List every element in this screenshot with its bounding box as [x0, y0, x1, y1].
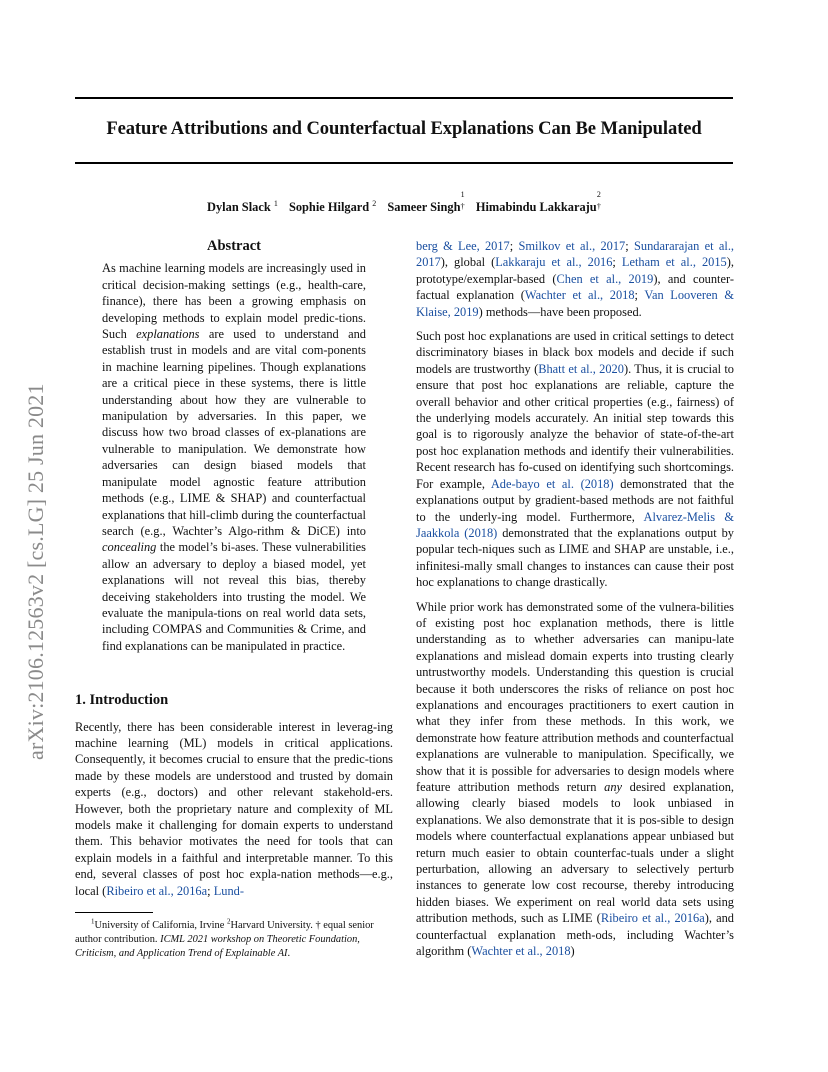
author: Dylan Slack $^1$ — [207, 198, 278, 214]
body-paragraph: While prior work has demonstrated some of the vulnera-bilities of existing post hoc explanation methods, there is little understanding as to whether adversaries can manipu-late explanations and mislead domain experts into trusting clearly untrustworthy models. Understanding this question is crucial because it both underscores the risks of reliance on post hoc explanations and encourages practitioners to exert caution in what they infer from these methods. In this work, we demonstrate how feature attribution methods and counterfactual explanations are vulnerable to manipulation. Specifically, we show that it is possible for adversaries to design models where feature attribution methods return any desired explanation, allowing clearly biased models to look unbiased in explanations. We also demonstrate that it is pos-sible to design models where counterfactual explanations appear unbiased but return much easier to obtain counterfac-tuals under a slight perturbation, allowing an adversary to selectively perturb instances to generate low cost recourse, thereby introducing hidden biases. We experiment on real world data sets using attribution methods, such as LIME (Ribeiro et al., 2016a), and counterfactual explanation meth-ods, including Wachter’s algorithm (Wachter et al., 2018) — [416, 599, 734, 959]
arxiv-identifier: arXiv:2106.12563v2 [cs.LG] 25 Jun 2021 — [23, 383, 48, 760]
citation-link[interactable]: Alvarez-Melis & Jaakkola (2018) — [416, 509, 734, 540]
abstract-heading: Abstract — [207, 238, 261, 254]
body-paragraph: berg & Lee, 2017; Smilkov et al., 2017; Sundararajan et al., 2017), global (Lakkaraju et al., 2016; Letham et al., 2015), prototype/exemplar-based (Chen et al., 2019), and counter-factual explanation (Wachter et al., 2018; Van Looveren & Klaise, 2019) methods—have been proposed. — [416, 239, 735, 319]
author: Himabindu Lakkaraju$^2$ † — [475, 190, 601, 214]
citation-link[interactable]: Chen et al., 2019 — [556, 271, 654, 286]
citation-link[interactable]: Smilkov et al., 2017 — [518, 239, 626, 253]
intro-paragraph: Recently, there has been considerable interest in leverag-ing machine learning (ML) models in critical applications. Consequently, it becomes crucial to ensure that the predic-tions made by these models are understood and trusted by domain experts (e.g., doctors) and other relevant stakehold-ers. However, both the proprietary nature and complexity of ML models make it challenging for domain experts to understand them. This behavior motivates the need for tools that can explain models in a faithful and interpretable manner. To this end, several classes of post hoc expla-nation methods—e.g., local (Ribeiro et al., 2016a; Lund- — [75, 719, 393, 898]
citation-link[interactable]: Lund- — [213, 883, 244, 898]
abstract-text: As machine learning models are increasingly used in critical decision-making settings (e.g., health-care, finance), there has been a growing emphasis on developing methods to explain model predic-tions. Such explanations are used to understand and establish trust in models and are vital com-ponents in machine learning pipelines. Though explanations are a critical piece in these systems, there is little understanding about how they are vulnerable to manipulation by adversaries. In this paper, we discuss how two broad classes of ex-planations are vulnerable to manipulation. We demonstrate how adversaries can design biased models that manipulate model agnostic feature attribution methods (e.g., LIME & SHAP) and counterfactual explanations that hill-climb during the counterfactual search (e.g., Wachter’s Algo-rithm & DiCE) into concealing the model’s bi-ases. These vulnerabilities allow an adversary to deploy a biased model, yet explanations will not reveal this bias, thereby deceiving stakeholders into trusting the model. We evaluate the manipula-tions on real world data sets, including COMPAS and Communities & Crime, and find explanations can be manipulated in practice. — [102, 261, 366, 653]
citation-link[interactable]: Lakkaraju et al., 2016 — [495, 255, 613, 270]
citation-link[interactable]: Wachter et al., 2018 — [524, 288, 635, 303]
citation-link[interactable]: Bhatt et al., 2020 — [538, 361, 624, 376]
paper-title: Feature Attributions and Counterfactual Explanations Can Be Manipulated — [106, 118, 702, 139]
title-rule-bottom — [75, 162, 733, 164]
right-column — [416, 238, 734, 967]
citation-link[interactable]: Ribeiro et al., 2016a — [106, 883, 208, 898]
citation-link[interactable]: Ade-bayo et al. (2018) — [490, 476, 614, 491]
author: Sophie Hilgard $^2$ — [288, 198, 377, 214]
author-list — [75, 191, 733, 215]
footnote-rule — [75, 912, 153, 913]
citation-link[interactable]: berg & Lee, 2017 — [416, 239, 510, 253]
citation-link[interactable]: Wachter et al., 2018 — [471, 944, 571, 959]
title-rule-top — [75, 97, 733, 99]
body-paragraph: Such post hoc explanations are used in critical settings to detect discriminatory biases in black box models and decide if such models are trustworthy (Bhatt et al., 2020). Thus, it is crucial to ensure that post hoc explanations are reliable, capture the overall behavior and other critical properties (e.g., fairness) of the underlying models accurately. An initial step towards this goal is to rigorously analyze the behavior of state-of-the-art post hoc explanation methods and identify their vulnerabilities. Recent research has fo-cused on identifying such shortcomings. For example, Ade-bayo et al. (2018) demonstrated that the explanations output by gradient-based methods are not faithful to the underly-ing model. Furthermore, Alvarez-Melis & Jaakkola (2018) demonstrated that the explanations output by popular tech-niques such as LIME and SHAP are unstable, i.e., infinitesi-mally small changes to instances can cause their post hoc explanations to change drastically. — [416, 329, 735, 590]
author: Sameer Singh$^1$ † — [387, 190, 465, 214]
citation-link[interactable]: Ribeiro et al., 2016a — [600, 911, 705, 926]
abstract — [75, 238, 393, 654]
section-heading-introduction: 1. Introduction — [75, 692, 169, 709]
citation-link[interactable]: Letham et al., 2015 — [621, 255, 727, 270]
citation-link[interactable]: Sundararajan et al., 2017 — [416, 239, 735, 270]
footnote: $^1$University of California, Irvine $^2$Harvard University. † equal senior author contribution. ICML 2021 workshop on Theoretic Foundation, Criticism, and Application Trend of Explainable AI. — [75, 918, 374, 959]
left-column — [75, 238, 393, 899]
citation-link[interactable]: Van Looveren & Klaise, 2019 — [416, 288, 734, 319]
